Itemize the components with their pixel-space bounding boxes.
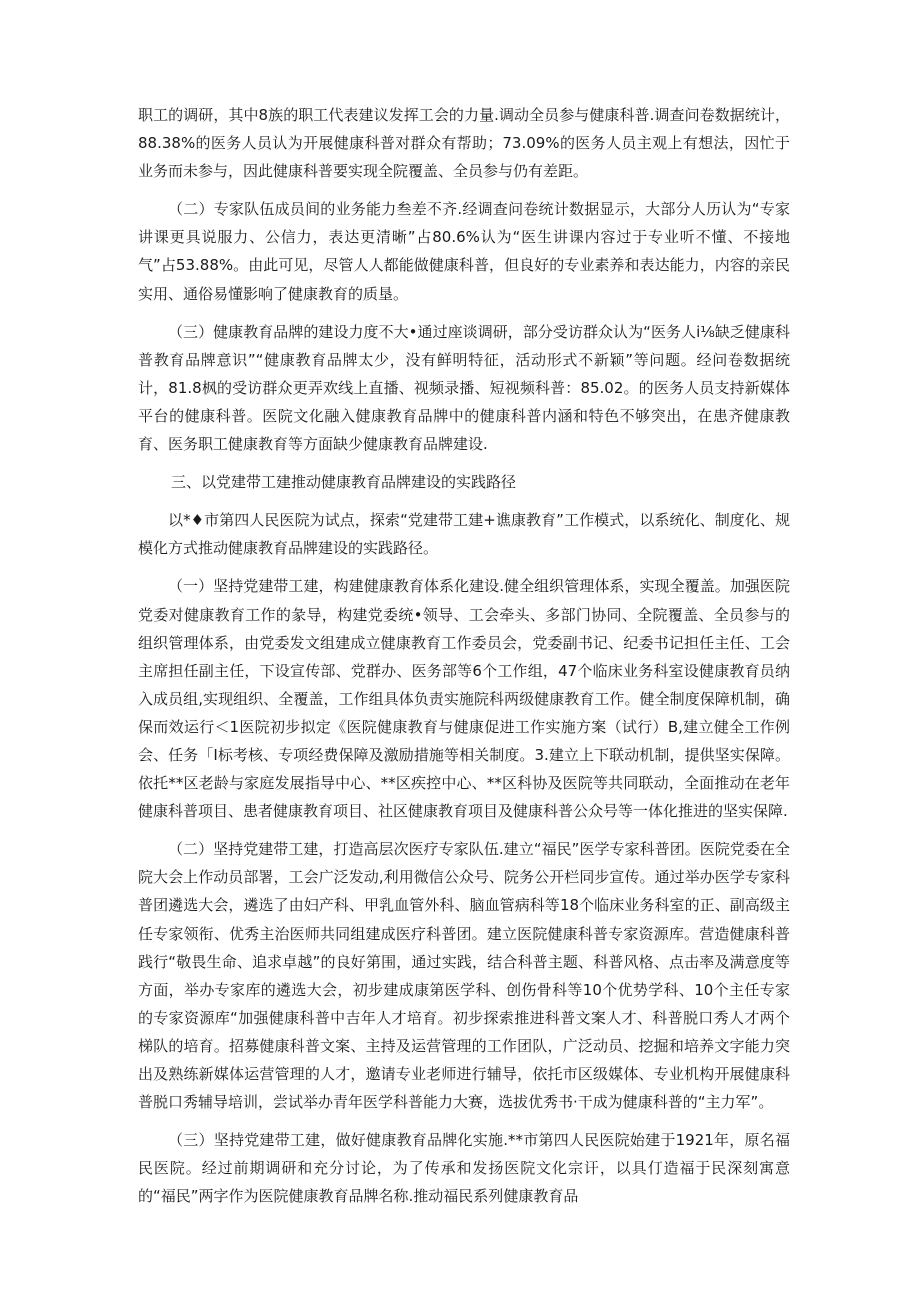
paragraph-survey-continued: 职工的调研，其中8族的职工代表建议发挥工会的力量.调动全员参与健康科普.调查问卷数据统计，88.38%的医务人员认为开展健康科普对群众有帮助；73.09%的医务人员主观上有想法，因忙于业务而未参与，因此健康科普要实现全院覆盖、全员参与仍有差距。 (138, 106, 790, 181)
paragraph-brand-building-issue: （三）健康教育品牌的建设力度不大•通过座谈调研，部分受访群众认为“医务人i⅛缺乏健康科普教育品牌意识”“健康教育品牌太少，没有鲜明特征，活动形式不新颖”等问题。经问卷数据统计，81.8枫的受访群众更弄欢线上直播、视频录播、短视频科普：85.02。的医务人员支持新媒体平台的健康科普。医院文化融入健康教育品牌中的健康科普内涵和特色不够突出，在患齐健康教育、医务职工健康教育等方面缺少健康教育品牌建设. (138, 322, 790, 454)
paragraph-brand-implementation: （三）坚持党建带工建，做好健康教育品牌化实施.**市第四人民医院始建于1921年，原名福民医院。经过前期调研和充分讨论，为了传承和发扬医院文化宗讦，以具仃造福于民深刻寓意的“福民”两字作为医院健康教育品牌名称.推动福民系列健康教育品 (138, 1131, 790, 1206)
section-heading-practice-path: 三、以党建带工建推动健康教育品牌建设的实践路径 (171, 473, 517, 492)
paragraph-pilot-intro: 以*♦市第四人民医院为试点，探索“党建带工建+谯康教育”工作模式，以系统化、制度化、规模化方式推动健康教育品牌建设的实践路径。 (138, 511, 790, 558)
paragraph-system-building: （一）坚持党建带工建，构建健康教育体系化建设.健全组织管理体系，实现全覆盖。加强医院党委对健康教育工作的彖导，构建党委统•领导、工会牵头、多部门协同、全院覆盖、全员参与的组织管理体系，由党委发文组建成立健康教育工作委员会，党委副书记、纪委书记担任主任、工会主席担任副主任，下设宣传部、党群办、医务部等6个工作组，47个临床业务科室设健康教育员纳入成员组,实现组织、全覆盖，工作组具体负责实施院科两级健康教育工作。健全制度保障机制，确保而效运行＜1医院初步拟定《医院健康教育与健康促进工作实施方案（试行）B,建立健全工作例会、任务「I标考核、专项经费保障及激励措施等相关制度。3.建立上下联动机制，提供坚实保障。依托**区老龄与家庭发展指导中心、**区疾控中心、**区科协及医院等共同联动，全面推动在老年健康科普项目、患者健康教育项目、社区健康教育项目及健康科普公众号等一体化推进的坚实保障. (138, 577, 790, 821)
paragraph-expert-team-building: （二）坚持党建带工建，打造高层次医疗专家队伍.建立“福民”医学专家科普团。医院党委在全院大会上作动员部署，工会广泛发动,利用微信公众号、院务公开栏同步宣传。通过举办医学专家科普团遴选大会，遴选了由妇产科、甲乳血管外科、脑血管病科等18个临床业务科室的正、副高级主任专家领衔、优秀主治医师共同组建成医疗科普团。建立医院健康科普专家资源库。营造健康科普践行“敬畏生命、追求卓越”的良好第围，通过实践，结合科普主题、科普风格、点击率及满意度等方面，举办专家库的遴选大会，初步建成康第医学科、创伤骨科等10个优势学科、10个主任专家的专家资源库“加强健康科普中吉年人才培育。初步探索推进科普文案人才、科普脱口秀人才两个梯队的培育。招募健康科普文案、主持及运营管理的工作团队，广泛动员、挖掘和培养文字能力突出及熟练新媒体运营管理的人才，邀请专业老师进行辅导，依托市区级媒体、专业机构开展健康科普脱口秀辅导培训，尝试举办青年医学科普能力大赛，选拔优秀书·干成为健康科普的“主力军”。 (138, 840, 790, 1112)
paragraph-expert-team-issue: （二）专家队伍成员间的业务能力叁差不齐.经调查问卷统计数据显示，大部分人历认为“专家讲课更具说服力、公信力，表达更清晰”占80.6%认为“医生讲课内容过于专业听不懂、不接地气”占53.88%。由此可见，尽管人人都能做健康科普，但良好的专业素养和表达能力，内容的亲民实用、通俗易懂影响了健康教育的质垦。 (138, 200, 790, 303)
document-body (138, 101, 790, 1220)
